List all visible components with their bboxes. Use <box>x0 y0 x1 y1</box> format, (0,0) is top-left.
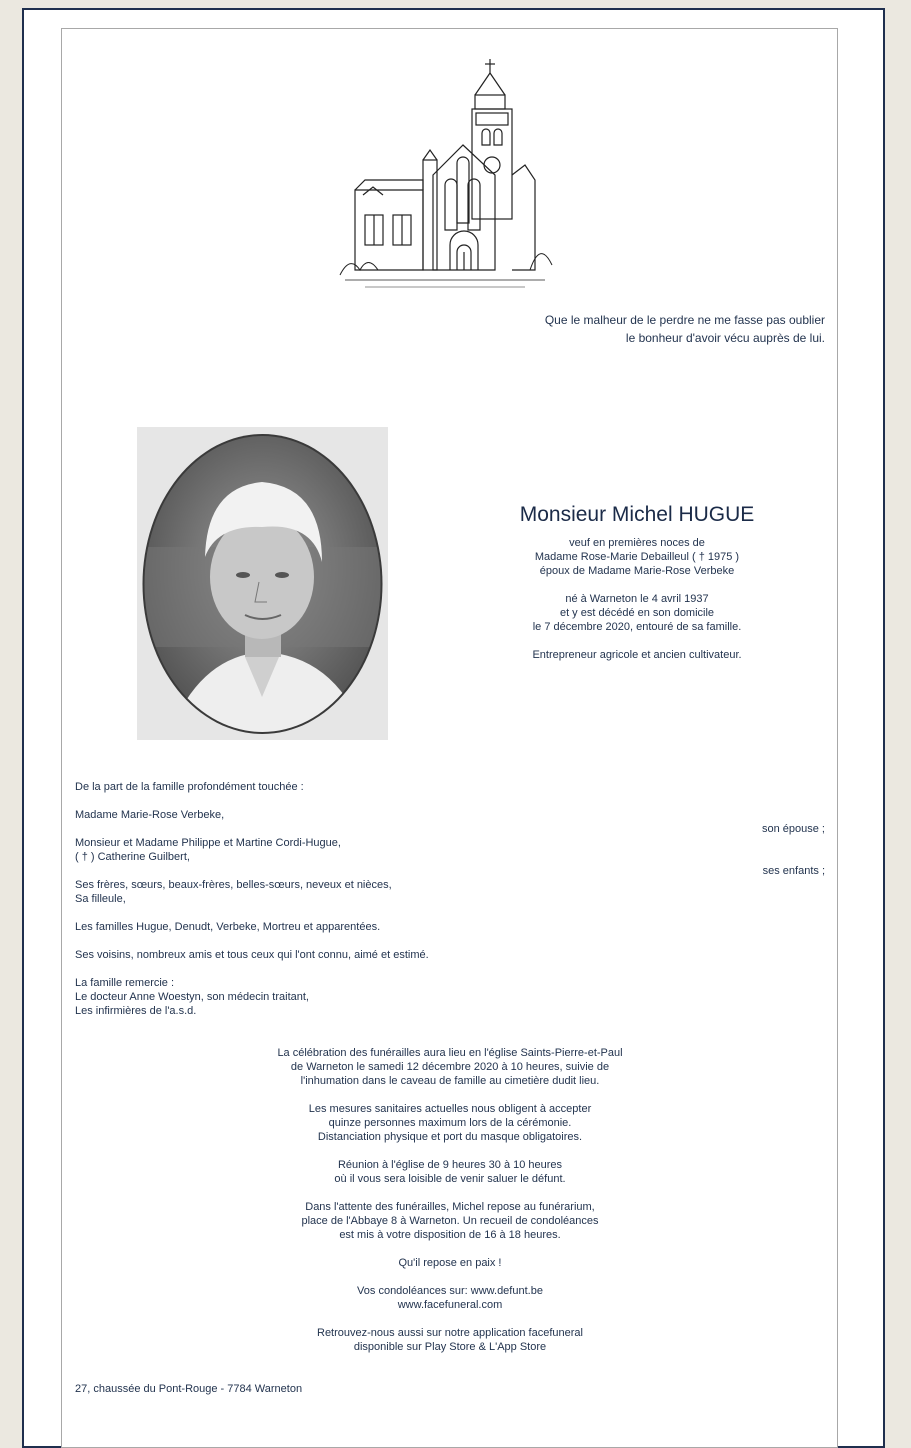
ceremony-line <box>200 1270 700 1284</box>
detail-line: et y est décédé en son domicile <box>559 607 715 619</box>
address: 27, chaussée du Pont-Rouge - 7784 Warneton <box>75 1383 303 1395</box>
family-line: Les infirmières de l'a.s.d. <box>75 1005 197 1017</box>
detail-line <box>487 634 787 648</box>
ceremony-line: www.facefuneral.com <box>397 1299 503 1311</box>
relation-label: ses enfants ; <box>762 865 825 877</box>
detail-line: Entrepreneur agricole et ancien cultivateur. <box>532 649 742 661</box>
quote <box>465 311 825 347</box>
church-illustration <box>335 55 555 295</box>
ceremony-line: Réunion à l'église de 9 heures 30 à 10 heures <box>337 1159 563 1171</box>
family-line: Sa filleule, <box>75 893 126 905</box>
ceremony-line <box>200 1312 700 1326</box>
family-line: Ses voisins, nombreux amis et tous ceux qui l'ont connu, aimé et estimé. <box>75 949 429 961</box>
family-line <box>75 934 825 948</box>
ceremony-line <box>200 1242 700 1256</box>
ceremony-line <box>200 1186 700 1200</box>
ceremony-line: Retrouvez-nous aussi sur notre application facefuneral <box>317 1327 583 1339</box>
ceremony-line: Vos condoléances sur: www.defunt.be <box>357 1285 543 1297</box>
family-line <box>75 962 825 976</box>
family-line: Le docteur Anne Woestyn, son médecin traitant, <box>75 991 309 1003</box>
detail-line <box>487 578 787 592</box>
detail-line: né à Warneton le 4 avril 1937 <box>565 593 709 605</box>
portrait-image <box>137 427 388 740</box>
ceremony-line: est mis à votre disposition de 16 à 18 heures. <box>339 1229 561 1241</box>
detail-line: le 7 décembre 2020, entouré de sa famille. <box>532 621 742 633</box>
relation-label: son épouse ; <box>762 823 825 835</box>
family-line: ( † ) Catherine Guilbert, <box>75 851 190 863</box>
ceremony-line <box>200 1088 700 1102</box>
ceremony-line: place de l'Abbaye 8 à Warneton. Un recueil de condoléances <box>301 1215 599 1227</box>
ceremony-line: où il vous sera loisible de venir saluer le défunt. <box>334 1173 566 1185</box>
family-line: De la part de la famille profondément touchée : <box>75 781 304 793</box>
ceremony-line: disponible sur Play Store & L'App Store <box>353 1341 547 1353</box>
detail-line: veuf en premières noces de <box>569 537 705 549</box>
quote-line: Que le malheur de le perdre ne me fasse pas oublier <box>544 313 825 327</box>
ceremony-line: Dans l'attente des funérailles, Michel repose au funérarium, <box>305 1201 595 1213</box>
family-line <box>75 794 825 808</box>
ceremony-line: quinze personnes maximum lors de la cérémonie. <box>328 1117 572 1129</box>
family-line: La famille remercie : <box>75 977 175 989</box>
detail-line: Madame Rose-Marie Debailleul ( † 1975 ) <box>534 551 740 563</box>
family-line: Ses frères, sœurs, beaux-frères, belles-sœurs, neveux et nièces, <box>75 879 392 891</box>
family-line: Monsieur et Madame Philippe et Martine Cordi-Hugue, <box>75 837 341 849</box>
deceased-details <box>487 536 787 662</box>
ceremony-line: Qu'il repose en paix ! <box>398 1257 502 1269</box>
family-announcement <box>75 780 825 1018</box>
ceremony-line <box>200 1144 700 1158</box>
portrait-photo <box>137 427 388 740</box>
quote-line: le bonheur d'avoir vécu auprès de lui. <box>625 331 825 345</box>
ceremony-info <box>200 1046 700 1354</box>
family-line <box>75 906 825 920</box>
family-line: Madame Marie-Rose Verbeke, <box>75 809 225 821</box>
ceremony-line: Les mesures sanitaires actuelles nous obligent à accepter <box>308 1103 592 1115</box>
ceremony-line: La célébration des funérailles aura lieu en l'église Saints-Pierre-et-Paul <box>277 1047 623 1059</box>
ceremony-line: de Warneton le samedi 12 décembre 2020 à 10 heures, suivie de <box>290 1061 610 1073</box>
family-line: Les familles Hugue, Denudt, Verbeke, Mortreu et apparentées. <box>75 921 381 933</box>
deceased-name: Monsieur Michel HUGUE <box>519 503 755 526</box>
detail-line: époux de Madame Marie-Rose Verbeke <box>539 565 735 577</box>
ceremony-line: Distanciation physique et port du masque obligatoires. <box>317 1131 583 1143</box>
ceremony-line: l'inhumation dans le caveau de famille au cimetière dudit lieu. <box>300 1075 600 1087</box>
